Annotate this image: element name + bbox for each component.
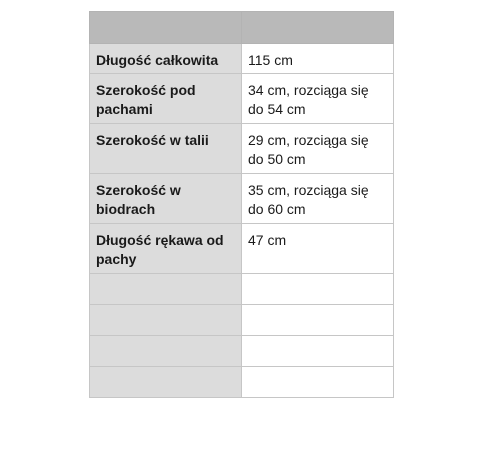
row-value-cell (242, 174, 394, 224)
row-value-cell (242, 74, 394, 124)
row-value-cell (242, 305, 394, 336)
row-value-cell (242, 124, 394, 174)
row-label-cell (90, 274, 242, 305)
table-header (90, 12, 394, 44)
header-cell-value (242, 12, 394, 44)
table-row-empty (90, 274, 394, 305)
table-row (90, 224, 394, 274)
row-value-cell (242, 367, 394, 398)
row-label: Długość całkowita (96, 52, 219, 68)
table-row-empty (90, 367, 394, 398)
row-value-cell (242, 274, 394, 305)
row-label-cell (90, 124, 242, 174)
row-label-cell (90, 174, 242, 224)
table-body (90, 44, 394, 398)
row-value: 35 cm, rozciąga się do 60 cm (248, 182, 369, 217)
row-value: 34 cm, rozciąga się do 54 cm (248, 82, 369, 117)
table-row (90, 124, 394, 174)
table-row-empty (90, 305, 394, 336)
table-row (90, 44, 394, 74)
row-label-cell (90, 336, 242, 367)
row-value: 47 cm (248, 232, 287, 248)
row-label-cell (90, 224, 242, 274)
row-value-cell (242, 336, 394, 367)
row-label-cell (90, 367, 242, 398)
table-row (90, 74, 394, 124)
size-table (89, 11, 394, 398)
row-label: Długość rękawa od pachy (96, 232, 224, 267)
row-label-cell (90, 74, 242, 124)
row-label: Szerokość w biodrach (96, 182, 181, 217)
row-value-cell (242, 224, 394, 274)
row-label-cell (90, 44, 242, 74)
row-value-cell (242, 44, 394, 74)
row-value: 29 cm, rozciąga się do 50 cm (248, 132, 369, 167)
header-cell-label (90, 12, 242, 44)
table-row-empty (90, 336, 394, 367)
row-label: Szerokość w talii (96, 132, 209, 148)
row-label: Szerokość pod pachami (96, 82, 196, 117)
header-row (90, 12, 394, 44)
row-label-cell (90, 305, 242, 336)
table-row (90, 174, 394, 224)
row-value: 115 cm (248, 52, 293, 68)
